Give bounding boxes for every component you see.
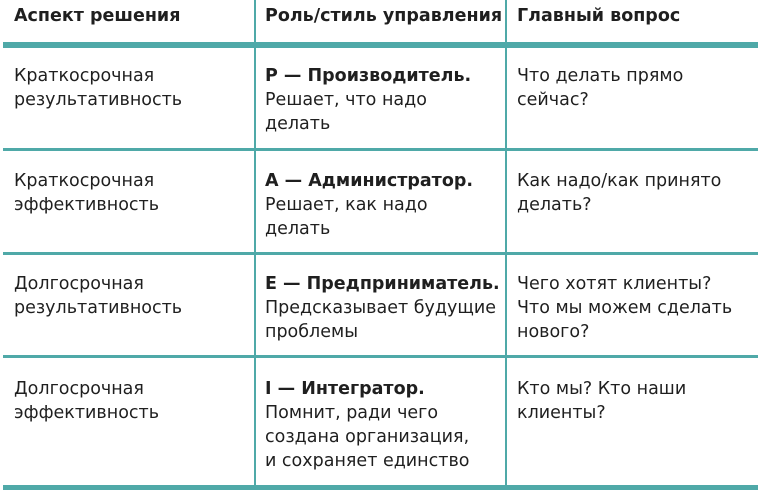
- row-4-role: I — Интегратор. Помнит, ради чего создана организация, и сохраняет единство: [265, 379, 470, 471]
- role-title: I — Интегратор.: [265, 379, 425, 399]
- row-1-role: Р — Производитель. Решает, что надо делать: [265, 66, 472, 134]
- role-title: А — Администратор.: [265, 171, 474, 191]
- column-divider: [254, 0, 256, 488]
- row-1-aspect: Краткосрочная результативность: [14, 66, 183, 110]
- row-1-question: Что делать прямо сейчас?: [517, 66, 684, 110]
- column-divider: [505, 0, 507, 488]
- header-role: Роль/стиль управления: [265, 6, 503, 26]
- role-title: Р — Производитель.: [265, 66, 472, 86]
- row-divider: [3, 355, 758, 358]
- row-4-question: Кто мы? Кто наши клиенты?: [517, 379, 687, 423]
- header-question: Главный вопрос: [517, 6, 681, 26]
- row-4-aspect: Долгосрочная эффективность: [14, 379, 160, 423]
- row-divider: [3, 148, 758, 151]
- row-3-role: Е — Предприниматель. Предсказывает будущие проблемы: [265, 274, 500, 342]
- row-2-aspect: Краткосрочная эффективность: [14, 171, 160, 215]
- row-3-aspect: Долгосрочная результативность: [14, 274, 183, 318]
- row-2-role: А — Администратор. Решает, как надо делать: [265, 171, 474, 239]
- row-divider: [3, 252, 758, 255]
- row-3-question: Чего хотят клиенты? Что мы можем сделать нового?: [517, 274, 733, 342]
- bottom-rule: [3, 485, 758, 490]
- header-aspect: Аспект решения: [14, 6, 181, 26]
- role-title: Е — Предприниматель.: [265, 274, 500, 294]
- row-2-question: Как надо/как принято делать?: [517, 171, 722, 215]
- header-rule: [3, 42, 758, 48]
